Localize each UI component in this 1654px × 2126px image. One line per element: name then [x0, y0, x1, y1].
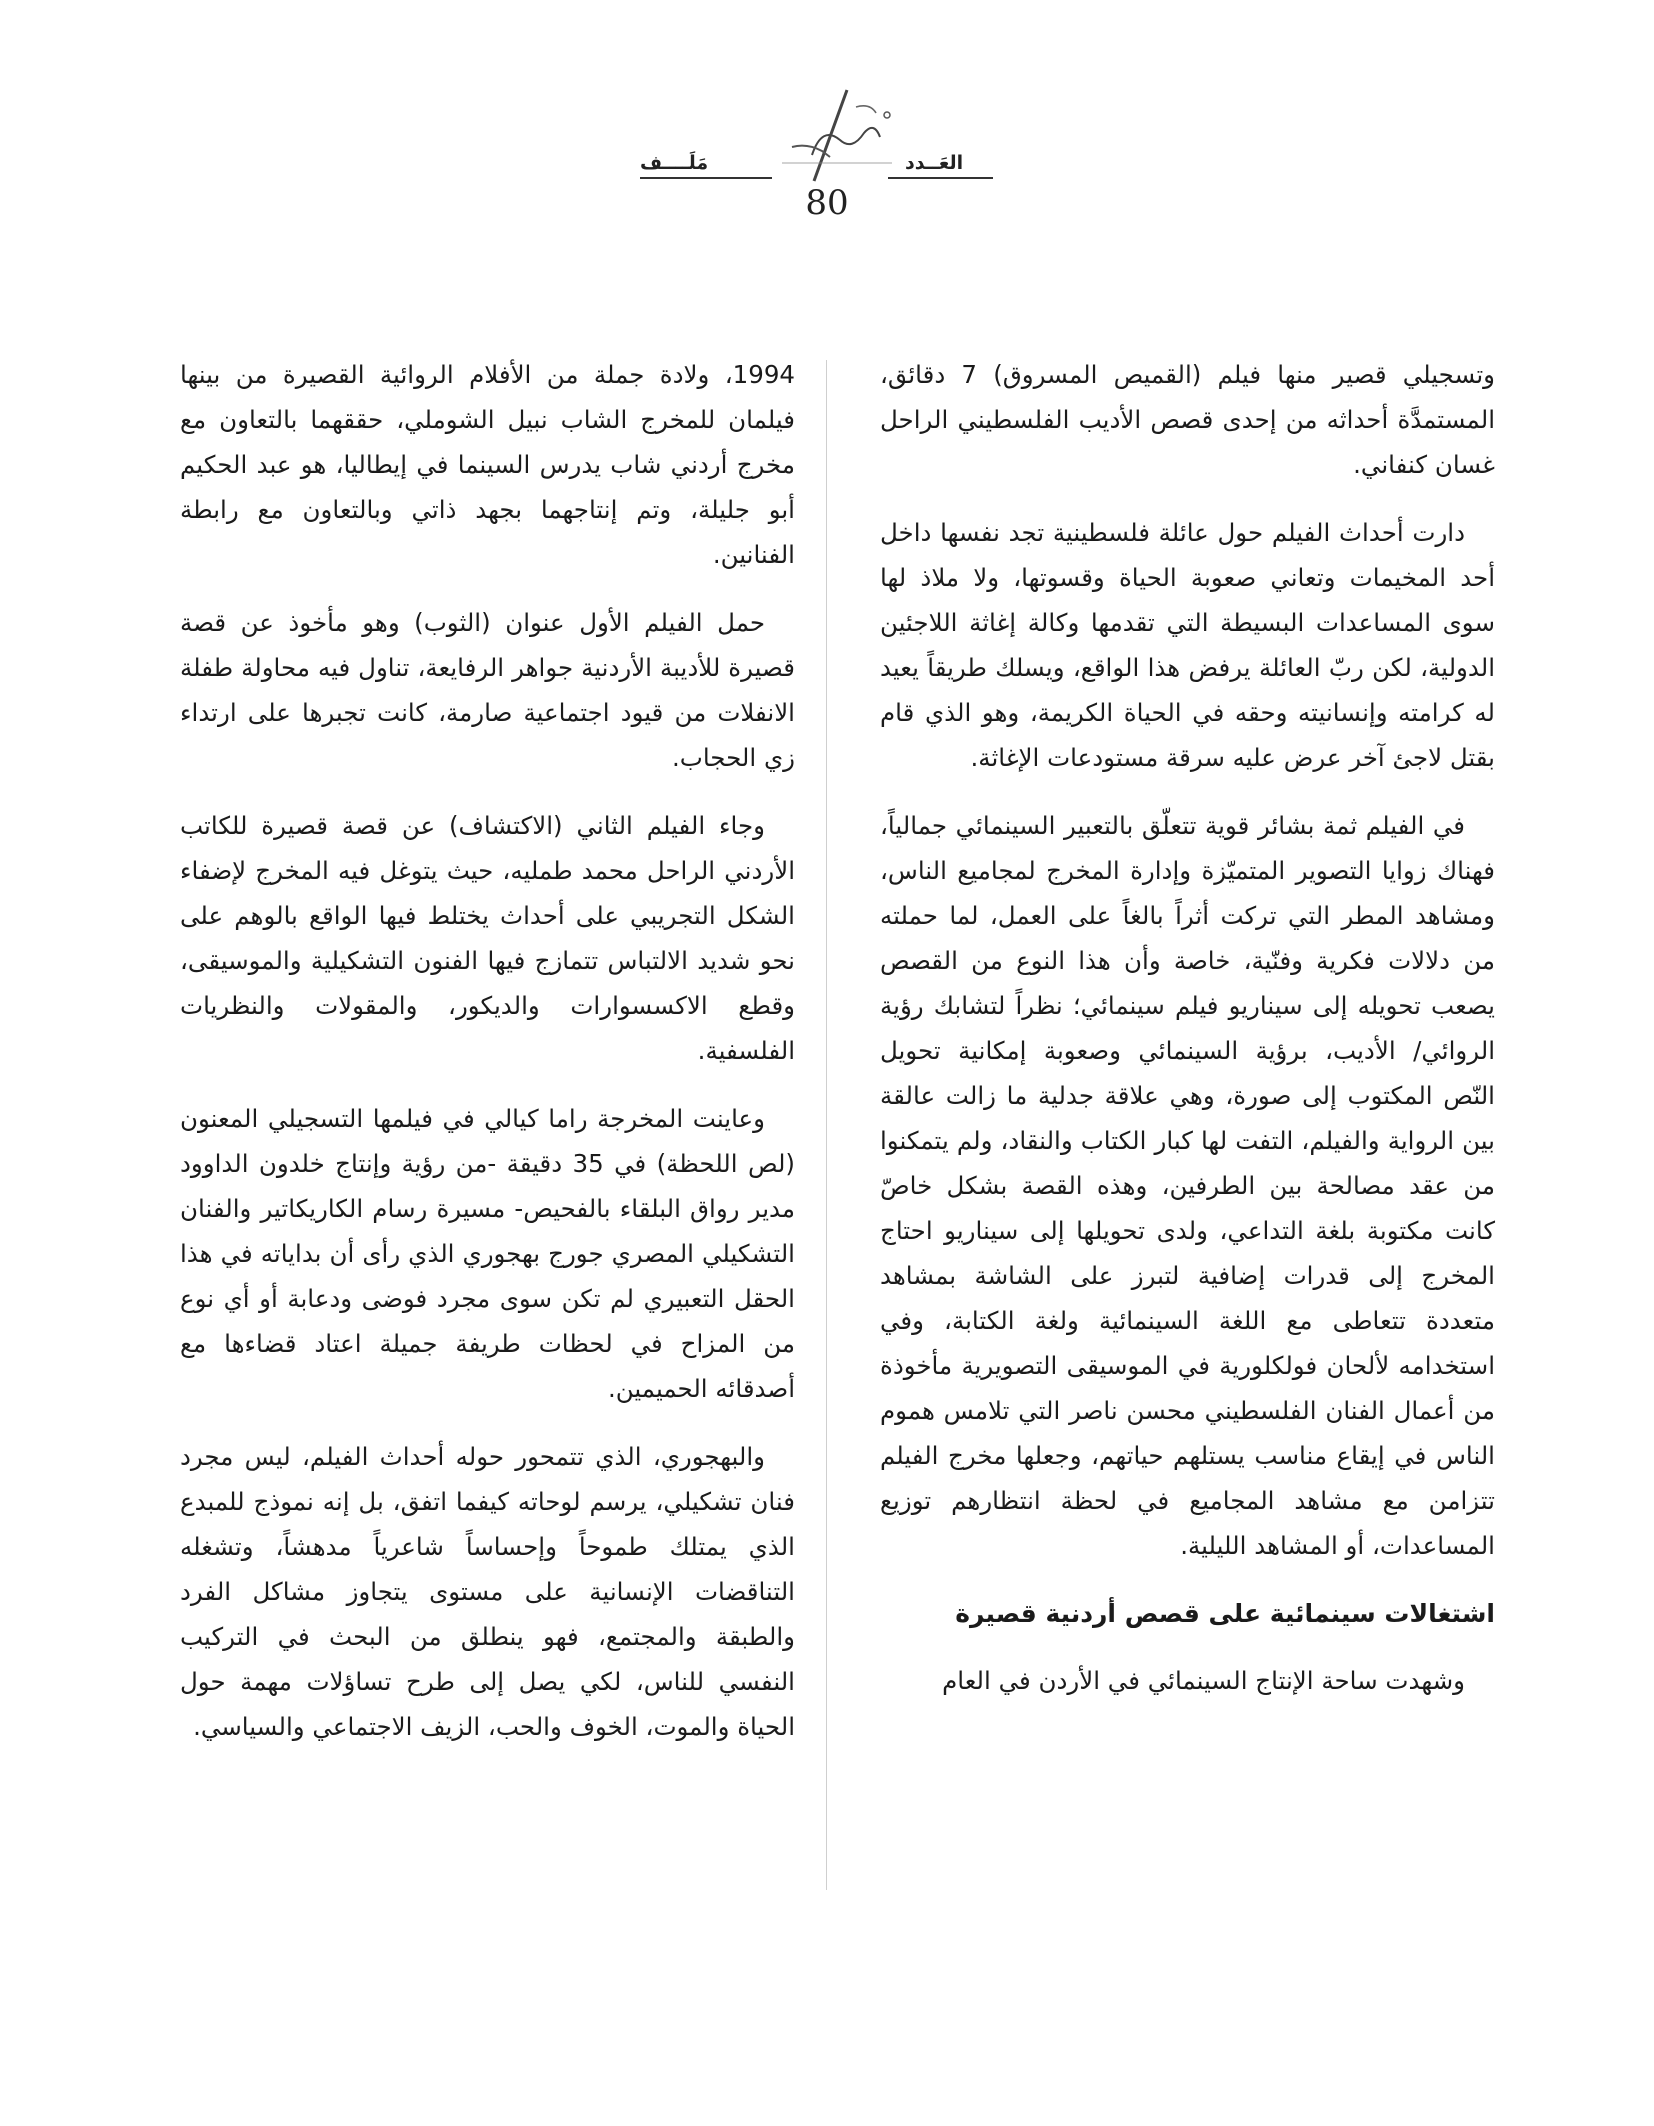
- magazine-logo: [752, 85, 912, 185]
- paragraph: حمل الفيلم الأول عنوان (الثوب) وهو مأخوذ عن قصة قصيرة للأديبة الأردنية جواهر الرفايعة، تناول فيه محاولة طفلة الانفلات من قيود اجتماعية صارمة، كانت تجبرها على ارتداء زي الحجاب.: [180, 608, 795, 772]
- paragraph: وشهدت ساحة الإنتاج السينمائي في الأردن في العام: [942, 1666, 1465, 1695]
- header-rule-right: [888, 177, 993, 179]
- section-label-issue: العَــدد: [905, 152, 964, 174]
- section-label-file: مَلَــــف: [640, 152, 709, 174]
- paragraph: وتسجيلي قصير منها فيلم (القميص المسروق) 7 دقائق، المستمدَّة أحداثه من إحدى قصص الأديب الفلسطيني الراحل غسان كنفاني.: [880, 360, 1495, 479]
- paragraph: 1994، ولادة جملة من الأفلام الروائية القصيرة من بينها فيلمان للمخرج الشاب نبيل الشوملي، حققهما بالتعاون مع مخرج أردني شاب يدرس السينما في إيطاليا، هو عبد الحكيم أبو جليلة، وتم إنتاجهما بجهد ذاتي وبالتعاون مع رابطة الفنانين.: [180, 360, 795, 569]
- article-column-right: [880, 352, 1495, 1726]
- page-number: 80: [805, 183, 849, 223]
- article-column-left: [180, 352, 795, 1772]
- column-divider: [826, 360, 827, 1890]
- paragraph: والبهجوري، الذي تتمحور حوله أحداث الفيلم، ليس مجرد فنان تشكيلي، يرسم لوحاته كيفما اتفق، بل إنه نموذج للمبدع الذي يمتلك طموحاً وإحساساً شاعرياً مدهشاً، وتشغله التناقضات الإنسانية على مستوى يتجاوز مشاكل الفرد والطبقة والمجتمع، فهو ينطلق من البحث في التركيب النفسي للناس، لكي يصل إلى طرح تساؤلات مهمة حول الحياة والموت، الخوف والحب، الزيف الاجتماعي والسياسي.: [180, 1442, 795, 1741]
- section-heading: اشتغالات سينمائية على قصص أردنية قصيرة: [955, 1599, 1495, 1628]
- paragraph: وعاينت المخرجة راما كيالي في فيلمها التسجيلي المعنون (لص اللحظة) في 35 دقيقة -من رؤية وإنتاج خلدون الداوود مدير رواق البلقاء بالفحيص- مسيرة رسام الكاريكاتير والفنان التشكيلي المصري جورج بهجوري الذي رأى أن بداياته في هذا الحقل التعبيري لم تكن سوى مجرد فوضى ودعابة أو أي نوع من المزاح في لحظات طريفة جميلة اعتاد قضاءها مع أصدقائه الحميمين.: [180, 1104, 795, 1403]
- afkar-logo-icon: [752, 85, 912, 185]
- paragraph: في الفيلم ثمة بشائر قوية تتعلّق بالتعبير السينمائي جمالياً، فهناك زوايا التصوير المتميّزة وإدارة المخرج لمجاميع الناس، ومشاهد المطر التي تركت أثراً بالغاً على العمل، لما حملته من دلالات فكرية وفنّية، خاصة وأن هذا النوع من القصص يصعب تحويله إلى سيناريو فيلم سينمائي؛ نظراً لتشابك رؤية الروائي/ الأديب، برؤية السينمائي وصعوبة إمكانية تحويل النّص المكتوب إلى صورة، وهي علاقة جدلية ما زالت عالقة بين الرواية والفيلم، التفت لها كبار الكتاب والنقاد، ولم يتمكنوا من عقد مصالحة بين الطرفين، وهذه القصة بشكل خاصّ كانت مكتوبة بلغة التداعي، ولدى تحويلها إلى سيناريو احتاج المخرج إلى قدرات إضافية لتبرز على الشاشة بمشاهد متعددة تتعاطى مع اللغة السينمائية ولغة الكتابة، وفي استخدامه لألحان فولكلورية في الموسيقى التصويرية مأخوذة من أعمال الفنان الفلسطيني محسن ناصر التي تلامس هموم الناس في إيقاع مناسب يستلهم حياتهم، وجعلها مخرج الفيلم تتزامن مع مشاهد المجاميع في لحظة انتظارهم توزيع المساعدات، أو المشاهد الليلية.: [880, 811, 1495, 1560]
- page-header: [0, 85, 1654, 235]
- paragraph: وجاء الفيلم الثاني (الاكتشاف) عن قصة قصيرة للكاتب الأردني الراحل محمد طمليه، حيث يتوغل فيه المخرج لإضفاء الشكل التجريبي على أحداث يختلط فيها الواقع بالوهم على نحو شديد الالتباس تتمازج فيها الفنون التشكيلية والموسيقى، وقطع الاكسسوارات والديكور، والمقولات والنظريات الفلسفية.: [180, 811, 795, 1065]
- paragraph: دارت أحداث الفيلم حول عائلة فلسطينية تجد نفسها داخل أحد المخيمات وتعاني صعوبة الحياة وقسوتها، ولا ملاذ لها سوى المساعدات البسيطة التي تقدمها وكالة إغاثة اللاجئين الدولية، لكن ربّ العائلة يرفض هذا الواقع، ويسلك طريقاً يعيد له كرامته وإنسانيته وحقه في الحياة الكريمة، وهو الذي قام بقتل لاجئ آخر عرض عليه سرقة مستودعات الإغاثة.: [880, 518, 1495, 772]
